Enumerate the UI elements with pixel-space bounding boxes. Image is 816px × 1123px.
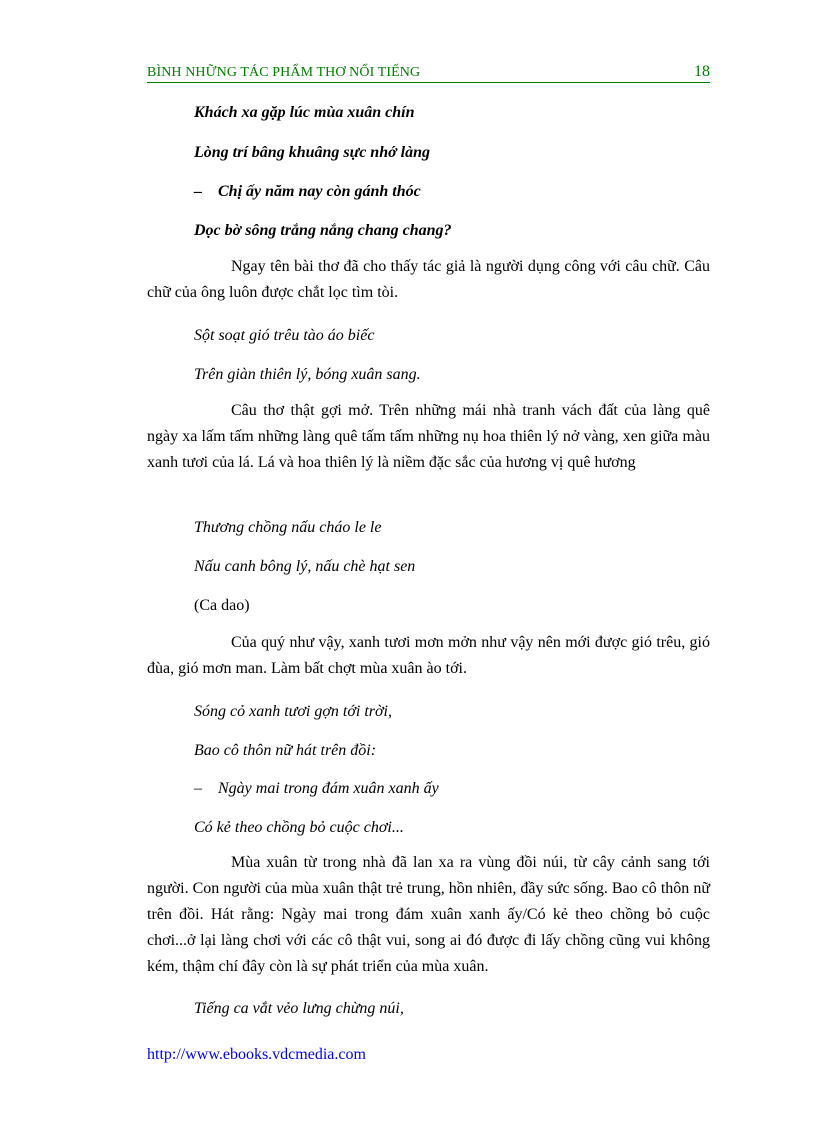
poem-line: Bao cô thôn nữ hát trên đồi: <box>194 742 377 759</box>
body-paragraph: Của quý như vậy, xanh tươi mơn mởn như vậy nên mới được gió trêu, gió đùa, gió mơn man. Làm bất chợt mùa xuân ào tới. <box>147 634 710 677</box>
poem-line: Có kẻ theo chồng bỏ cuộc chơi... <box>194 819 404 836</box>
footer-link[interactable]: http://www.ebooks.vdcmedia.com <box>147 1046 366 1063</box>
poem-line-text: Chị ấy năm nay còn gánh thóc <box>218 183 421 200</box>
dialogue-dash: – <box>194 183 202 200</box>
poem-line: Tiếng ca vắt vẻo lưng chừng núi, <box>194 1000 404 1017</box>
dialogue-dash: – <box>194 780 202 797</box>
poem-line <box>194 183 421 201</box>
poem-source: (Ca dao) <box>194 597 250 614</box>
poem-line: Sóng cỏ xanh tươi gợn tới trời, <box>194 703 392 720</box>
poem-line: Trên giàn thiên lý, bóng xuân sang. <box>194 366 421 383</box>
poem-line: Lòng trí bâng khuâng sực nhớ làng <box>194 144 431 161</box>
poem-line-text: Ngày mai trong đám xuân xanh ấy <box>218 780 439 797</box>
body-paragraph: Mùa xuân từ trong nhà đã lan xa ra vùng đồi núi, từ cây cảnh sang tới người. Con người của mùa xuân thật trẻ trung, hồn nhiên, đầy sức sống. Bao cô thôn nữ trên đồi. Hát rằng: Ngày mai trong đám xuân xanh ấy/Có kẻ theo chồng bỏ cuộc chơi...ở lại làng chơi với các cô thật vui, song ai đó được đi lấy chồng cũng vui không kém, thậm chí đây còn là sự phát triển của mùa xuân. <box>147 854 710 975</box>
poem-line: Sột soạt gió trêu tào áo biếc <box>194 327 375 344</box>
poem-line <box>194 780 439 798</box>
poem-line: Thương chồng nấu cháo le le <box>194 519 382 536</box>
poem-line: Nấu canh bông lý, nấu chè hạt sen <box>194 558 416 575</box>
body-paragraph: Ngay tên bài thơ đã cho thấy tác giả là người dụng công với câu chữ. Câu chữ của ông luôn được chắt lọc tìm tòi. <box>147 258 710 301</box>
book-title: BÌNH NHỮNG TÁC PHẨM THƠ NỔI TIẾNG <box>147 65 421 80</box>
page-header <box>147 60 710 83</box>
poem-line: Khách xa gặp lúc mùa xuân chín <box>194 104 415 121</box>
page-number: 18 <box>694 63 710 80</box>
body-paragraph: Câu thơ thật gợi mở. Trên những mái nhà tranh vách đất của làng quê ngày xa lấm tấm những làng quê tấm tấm những nụ hoa thiên lý nở vàng, xen giữa màu xanh tươi của lá. Lá và hoa thiên lý là niềm đặc sắc của hương vị quê hương <box>147 402 710 471</box>
poem-line: Dọc bờ sông trắng nắng chang chang? <box>194 222 452 239</box>
